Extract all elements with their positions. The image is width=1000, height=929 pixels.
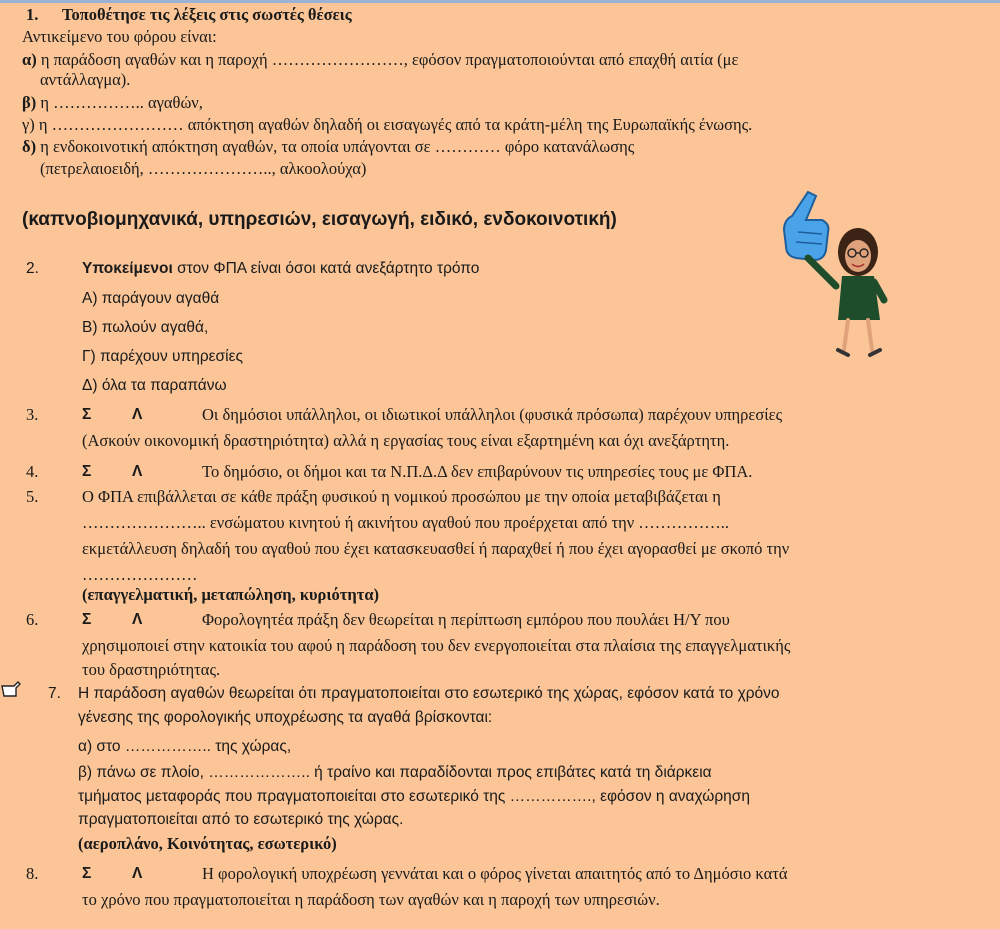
q1-item-c: γ) η …………………… απόκτηση αγαθών δηλαδή οι εισαγωγές από τα κράτη-μέλη της Ευρωπαϊκής ένωσης. — [22, 115, 753, 134]
q1-title: Τοποθέτησε τις λέξεις στις σωστές θέσεις — [62, 5, 352, 24]
q6-text-cont: του δραστηριότητας. — [82, 660, 221, 679]
q2-number: 2. — [26, 260, 39, 277]
q1-d-label: δ) — [22, 137, 37, 156]
q6-number: 6. — [26, 610, 39, 629]
q5-word-bank: (επαγγελματική, μεταπώληση, κυριότητα) — [82, 585, 380, 604]
q7-word-bank: (αεροπλάνο, Κοινότητας, εσωτερικό) — [78, 834, 337, 853]
q1-item-a — [22, 50, 738, 70]
q1-intro: Αντικείμενο του φόρου είναι: — [22, 27, 217, 46]
q8-number: 8. — [26, 864, 39, 883]
q1-item-d-cont: (πετρελαιοειδή, ………………….., αλκοολούχα) — [40, 159, 367, 178]
q2-text — [82, 259, 479, 279]
q1-b-text: η …………….. αγαθών, — [36, 93, 203, 112]
q6-text: Φορολογητέα πράξη δεν θεωρείται η περίπτωση εμπόρου που πουλάει Η/Υ που — [202, 610, 730, 629]
q4-text: Το δημόσιο, οι δήμοι και τα Ν.Π.Δ.Δ δεν επιβαρύνουν τις υπηρεσίες τους με ΦΠΑ. — [202, 462, 753, 481]
q2-option: Α) παράγουν αγαθά — [82, 290, 220, 307]
q7-line: πραγματοποιείται από το εσωτερικό της χώρας. — [78, 811, 404, 828]
q5-line: Ο ΦΠΑ επιβάλλεται σε κάθε πράξη φυσικού η νομικού προσώπου με την οποία μεταβιβάζεται η — [82, 487, 721, 506]
q3-true-option[interactable]: Σ — [82, 406, 92, 423]
q6-false-option[interactable]: Λ — [132, 611, 143, 628]
q1-word-bank: (καπνοβιομηχανικά, υπηρεσιών, εισαγωγή, ειδικό, ενδοκοινοτική) — [22, 209, 617, 230]
q2-bold-word: Υποκείμενοι — [82, 260, 173, 277]
q7-line: τμήματος μεταφοράς που πραγματοποιείται στο εσωτερικό της ……………., εφόσον η αναχώρηση — [78, 788, 750, 805]
q1-item-d — [22, 137, 634, 157]
q4-true-option[interactable]: Σ — [82, 463, 92, 480]
q1-d-text: η ενδοκοινοτική απόκτηση αγαθών, τα οποία υπάγονται σε ………… φόρο κατανάλωσης — [36, 137, 635, 156]
q4-number: 4. — [26, 462, 39, 481]
q8-true-option[interactable]: Σ — [82, 865, 92, 882]
q8-false-option[interactable]: Λ — [132, 865, 143, 882]
pointing-hand-icon — [784, 192, 836, 286]
q2-option: Γ) παρέχουν υπηρεσίες — [82, 348, 243, 365]
q3-text-cont: (Ασκούν οικονομική δραστηριότητα) αλλά η εργασίας τους είναι εξαρτημένη και όχι ανεξάρτητη. — [82, 431, 730, 450]
q5-line: εκμετάλλευση δηλαδή του αγαθού που έχει κατασκευασθεί ή παραχθεί ή που έχει αγορασθεί με σκοπό την — [82, 539, 790, 558]
q3-text: Οι δημόσιοι υπάλληλοι, οι ιδιωτικοί υπάλληλοι (φυσικά πρόσωπα) παρέχουν υπηρεσίες — [202, 405, 783, 424]
q5-number: 5. — [26, 487, 39, 506]
q7-line: β) πάνω σε πλοίο, ……………….. ή τραίνο και παραδίδονται προς επιβάτες κατά τη διάρκεια — [78, 764, 712, 781]
q7-number: 7. — [48, 685, 61, 702]
q4-false-option[interactable]: Λ — [132, 463, 143, 480]
q2-option: Δ) όλα τα παραπάνω — [82, 377, 227, 394]
top-border — [0, 0, 1000, 3]
q5-line: ………………… — [82, 565, 198, 584]
q8-text: Η φορολογική υποχρέωση γεννάται και ο φόρος γίνεται απαιτητός από το Δημόσιο κατά — [202, 864, 788, 883]
q1-a-text: η παράδοση αγαθών και η παροχή ……………………, εφόσον πραγματοποιούνται από επαχθή αιτία (με — [36, 50, 739, 69]
q3-false-option[interactable]: Λ — [132, 406, 143, 423]
q8-text-cont: το χρόνο που πραγματοποιείται η παράδοση των αγαθών και η παροχή των υπηρεσιών. — [82, 890, 660, 909]
q1-item-a-cont: αντάλλαγμα). — [40, 70, 131, 89]
avatar-illustration — [778, 190, 888, 365]
q7-line: Η παράδοση αγαθών θεωρείται ότι πραγματοποιείται στο εσωτερικό της χώρας, εφόσον κατά το χρόνο — [78, 685, 780, 702]
q2-stem: στον ΦΠΑ είναι όσοι κατά ανεξάρτητο τρόπο — [172, 260, 480, 277]
q7-line: γένεσης της φορολογικής υποχρέωσης τα αγαθά βρίσκονται: — [78, 709, 493, 726]
q6-true-option[interactable]: Σ — [82, 611, 92, 628]
q5-line: ………………….. ενσώματου κινητού ή ακινήτου αγαθού που προέρχεται από την …………….. — [82, 513, 730, 532]
q6-text-cont: χρησιμοποιεί στην κατοικία του αφού η παράδοση του δεν ενεργοποιείται στα πλαίσια της επαγγελματικής — [82, 636, 791, 655]
edit-pointer-icon — [0, 680, 22, 700]
q2-option: Β) πωλούν αγαθά, — [82, 319, 209, 336]
q1-a-label: α) — [22, 50, 37, 69]
q1-number: 1. — [26, 5, 39, 24]
q7-line: α) στο …………….. της χώρας, — [78, 738, 292, 755]
q1-b-label: β) — [22, 93, 37, 112]
q1-item-b — [22, 93, 203, 113]
q3-number: 3. — [26, 405, 39, 424]
